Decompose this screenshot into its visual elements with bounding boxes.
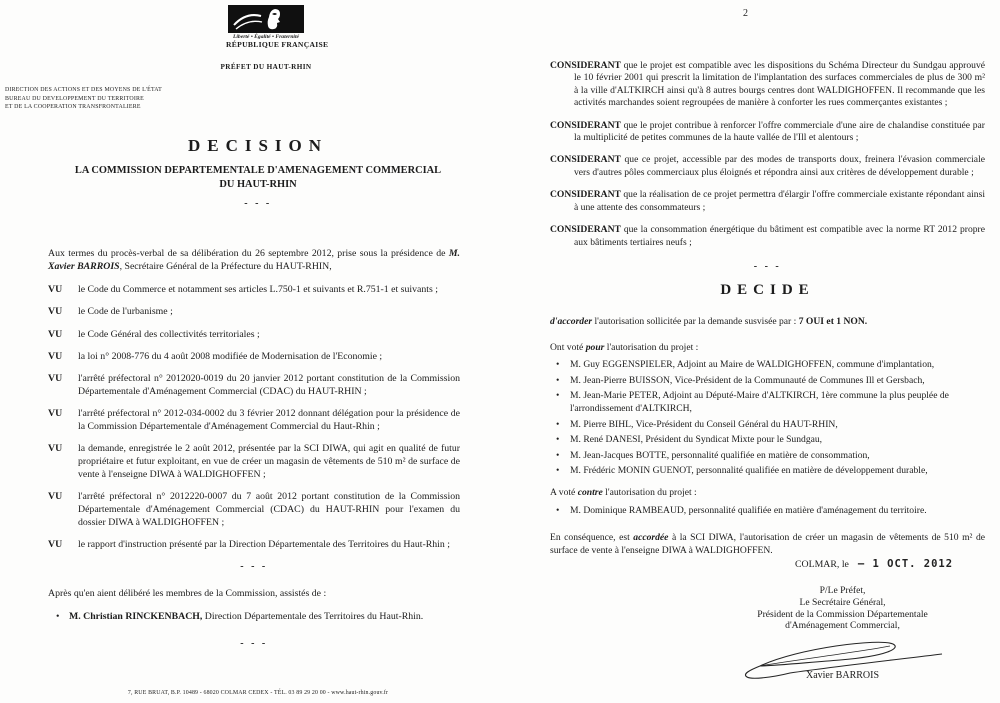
voter-text: M. Jean-Jacques BOTTE, personnalité qualifiée en matière de consommation, (570, 449, 870, 461)
signature-line: Le Secrétaire Général, (799, 596, 886, 608)
decision-body: l'autorisation sollicitée par la demande susvisée par : (592, 316, 799, 328)
conclusion-post: à la SCI DIWA, l'autorisation de créer un magasin de vêtements de 510 m² de surface de vente à l'enseigne DIWA à WALDIGHOFFEN. (550, 532, 986, 556)
vu-item (48, 351, 460, 364)
date-line (795, 558, 953, 570)
direction-line: BUREAU DU DEVELOPPEMENT DU TERRITOIRE (5, 95, 144, 102)
voter-item (550, 374, 985, 387)
voter-item (550, 358, 985, 371)
signature-line: d'Aménagement Commercial, (785, 620, 900, 632)
vote-for-post: l'autorisation du projet : (604, 341, 699, 353)
voter-text: M. Jean-Pierre BUISSON, Vice-Président de la Communauté de Communes Ill et Gersbach, (570, 374, 925, 386)
vu-label: VU (48, 491, 63, 503)
vu-label: VU (48, 306, 63, 318)
conclusion-emphasis: accordée (633, 532, 669, 544)
voter-text: M. Dominique RAMBEAUD, personnalité qualifiée en matière d'aménagement du territoire. (570, 505, 927, 517)
prefet-label: PRÉFET DU HAUT-RHIN (220, 63, 312, 71)
logo-motto: Liberté • Égalité • Fraternité (232, 34, 300, 40)
page-2-body (550, 50, 985, 557)
vote-against-heading (550, 487, 985, 500)
page-footer-address: 7, RUE BRUAT, B.P. 10489 - 68020 COLMAR CEDEX - TÉL. 03 89 29 20 00 - www.haut-rhin.gouv.fr (127, 690, 389, 696)
considerant-label: CONSIDERANT (550, 223, 621, 235)
vote-result: 7 OUI et 1 NON. (798, 316, 868, 328)
bullet-icon: • (556, 449, 560, 461)
vote-against-pre: A voté (550, 487, 578, 499)
considerant-text: que le projet est compatible avec les dispositions du Schéma Directeur du Sundgau approuvé le 10 février 2001 qui prescrit la limitation de l'implantation des surfaces commerciales de plus de 300 m² à la ville d'ALTKIRCH ainsi qu'à 8 autres bourgs centres dont WALDIGHOFFEN. Il recommande que les activités marchandes soient regroupées de manière à conforter les rues commerçantes existantes ; (574, 59, 985, 109)
voter-text: M. Jean-Marie PETER, Adjoint au Député-Maire d'ALTKIRCH, 1ère commune la plus peuplée de l'arrondissement d'ALTKIRCH, (570, 390, 949, 415)
vote-against-emphasis: contre (577, 487, 603, 499)
considerant-item (550, 60, 985, 110)
page-number: 2 (743, 8, 748, 19)
bullet-icon: • (556, 434, 560, 446)
bullet-icon: • (56, 611, 60, 623)
intro-text: Aux termes du procès-verbal de sa délibération du 26 septembre 2012, prise sous la présidence de (48, 247, 449, 259)
voter-item (550, 389, 985, 415)
vote-for-pre: Ont voté (550, 341, 586, 353)
vu-label: VU (48, 350, 63, 362)
decision-verb: d'accorder (550, 316, 593, 328)
separator: - - - (753, 261, 782, 273)
vu-label: VU (48, 539, 63, 551)
considerant-item (550, 189, 985, 214)
vu-text: la loi n° 2008-776 du 4 août 2008 modifiée de Modernisation de l'Economie ; (78, 350, 383, 362)
vu-label: VU (48, 443, 63, 455)
assistant-role: Direction Départementale des Territoires du Haut-Rhin. (202, 611, 424, 623)
vu-label: VU (48, 408, 63, 420)
vu-text: l'arrêté préfectoral n° 2012220-0007 du 7 août 2012 portant constitution de la Commission Départementale d'Aménagement Commercial (CDAC) du HAUT-RHIN pour l'examen du dossier DIWA à WALDIGHOFFEN ; (78, 491, 460, 528)
republique-francaise-logo-block (226, 5, 329, 49)
vu-item (48, 491, 460, 529)
considerant-text: que ce projet, accessible par des modes de transports doux, freinera l'évasion commerciale vers d'autres pôles commerciaux plus éloignés et répondra ainsi aux critères de développement durable ; (574, 154, 985, 178)
vu-item (48, 373, 460, 399)
considerant-label: CONSIDERANT (550, 119, 621, 131)
vu-item (48, 443, 460, 481)
vote-for-heading (550, 342, 985, 355)
signature-line: Président de la Commission Départementale (757, 608, 928, 620)
decision-line (550, 316, 985, 329)
president-name: M. Xavier BARROIS (48, 247, 460, 273)
voter-item (550, 433, 985, 446)
date-stamp: – 1 OCT. 2012 (857, 558, 954, 570)
bullet-icon: • (556, 359, 560, 371)
assistant-item (48, 610, 460, 623)
considerant-item (550, 154, 985, 179)
signature-block (735, 585, 950, 682)
vu-label: VU (48, 328, 63, 340)
direction-line: DIRECTION DES ACTIONS ET DES MOYENS DE L'ÉTAT (5, 87, 162, 93)
bullet-icon: • (556, 505, 560, 517)
vu-list (48, 284, 460, 649)
intro-text: , Secrétaire Général de la Préfecture du HAUT-RHIN, (119, 261, 332, 273)
considerant-label: CONSIDERANT (550, 59, 621, 71)
separator: - - - (240, 561, 268, 573)
considerant-text: que la réalisation de ce projet permettra d'élargir l'offre commerciale existante répondant ainsi à une attente des consommateurs ; (574, 189, 985, 213)
voter-item (550, 418, 985, 431)
vu-text: l'arrêté préfectoral n° 2012-034-0002 du 3 février 2012 donnant délégation pour la présidence de la Commission Départementale d'Aménagement Commercial du Haut-Rhin ; (78, 408, 460, 433)
direction-line: ET DE LA COOPERATION TRANSFRONTALIERE (5, 104, 141, 111)
vote-against-post: l'autorisation du projet : (602, 487, 697, 499)
marianne-logo-icon (228, 5, 304, 33)
voter-text: M. Frédéric MONIN GUENOT, personnalité qualifiée en matière de développement durable, (570, 465, 928, 477)
deliberation-line: Après qu'en aient délibéré les membres de la Commission, assistés de : (48, 588, 327, 600)
vu-text: le Code Général des collectivités territoriales ; (78, 328, 260, 340)
vu-text: l'arrêté préfectoral n° 2012020-0019 du 20 janvier 2012 portant constitution de la Commission Départementale d'Aménagement Commercial (CDAC) du HAUT-RHIN ; (78, 373, 460, 397)
considerant-text: que le projet contribue à renforcer l'offre commerciale d'une aire de chalandise constituée par la multiplicité de petites communes de la haute vallée de l'Ill et alentours ; (574, 119, 985, 144)
voter-item (550, 449, 985, 462)
voter-item (550, 504, 985, 517)
voter-item (550, 464, 985, 477)
vu-text: le Code du Commerce et notamment ses articles L.750-1 et suivants et R.751-1 et suivants ; (78, 284, 438, 295)
vu-item (48, 329, 460, 342)
direction-block (5, 86, 162, 112)
considerant-label: CONSIDERANT (550, 154, 621, 166)
intro-paragraph (48, 247, 460, 274)
conclusion-paragraph (550, 532, 985, 557)
logo-republic-label: RÉPUBLIQUE FRANÇAISE (226, 40, 329, 49)
date-place-label: COLMAR, le (795, 559, 849, 570)
vu-label: VU (48, 373, 63, 385)
considerant-item (550, 120, 985, 145)
voter-text: M. Guy EGGENSPIELER, Adjoint au Maire de WALDIGHOFFEN, commune d'implantation, (570, 359, 935, 371)
bullet-icon: • (556, 390, 560, 402)
assistant-name: M. Christian RINCKENBACH, (69, 611, 203, 623)
conclusion-pre: En conséquence, est (550, 532, 634, 544)
vu-text: le rapport d'instruction présenté par la Direction Départementale des Territoires du Haut-Rhin ; (78, 539, 450, 551)
signature-line: P/Le Préfet, (819, 585, 866, 596)
vote-for-emphasis: pour (585, 341, 605, 353)
voter-text: M. Pierre BIHL, Vice-Président du Conseil Général du HAUT-RHIN, (570, 418, 838, 430)
considerant-text: que la consommation énergétique du bâtiment est compatible avec la norme RT 2012 propre aux bâtiments tertiaires neufs ; (574, 223, 985, 248)
vu-label: VU (48, 284, 63, 295)
bullet-icon: • (556, 418, 560, 430)
bullet-icon: • (556, 374, 560, 386)
subtitle-line: LA COMMISSION DEPARTEMENTALE D'AMENAGEMENT COMMERCIAL (74, 165, 442, 176)
page-2 (500, 0, 1000, 703)
vu-text: le Code de l'urbanisme ; (78, 306, 173, 318)
document-title: DECISION (187, 136, 329, 155)
assistant-text (69, 610, 423, 623)
decide-title: DECIDE (720, 281, 815, 298)
voter-text: M. René DANESI, Président du Syndicat Mixte pour le Sundgau, (570, 434, 823, 446)
separator: - - - (244, 198, 272, 209)
considerant-item (550, 224, 985, 249)
considerant-label: CONSIDERANT (550, 189, 621, 201)
vu-item (48, 306, 460, 319)
signatory-name: Xavier BARROIS (805, 670, 880, 682)
document-subtitle (12, 164, 504, 191)
vu-item (48, 539, 460, 552)
separator: - - - (240, 638, 268, 650)
bullet-icon: • (556, 465, 560, 477)
vu-item (48, 408, 460, 434)
vu-item (48, 284, 460, 297)
subtitle-line: DU HAUT-RHIN (219, 178, 297, 190)
vu-text: la demande, enregistrée le 2 août 2012, présentée par la SCI DIWA, qui agit en qualité de futur propriétaire et futur exploitant, en vue de créer un magasin de vêtements de 510 m² de surface de vente à l'enseigne DIWA à WALDIGHOFFEN ; (78, 443, 460, 480)
